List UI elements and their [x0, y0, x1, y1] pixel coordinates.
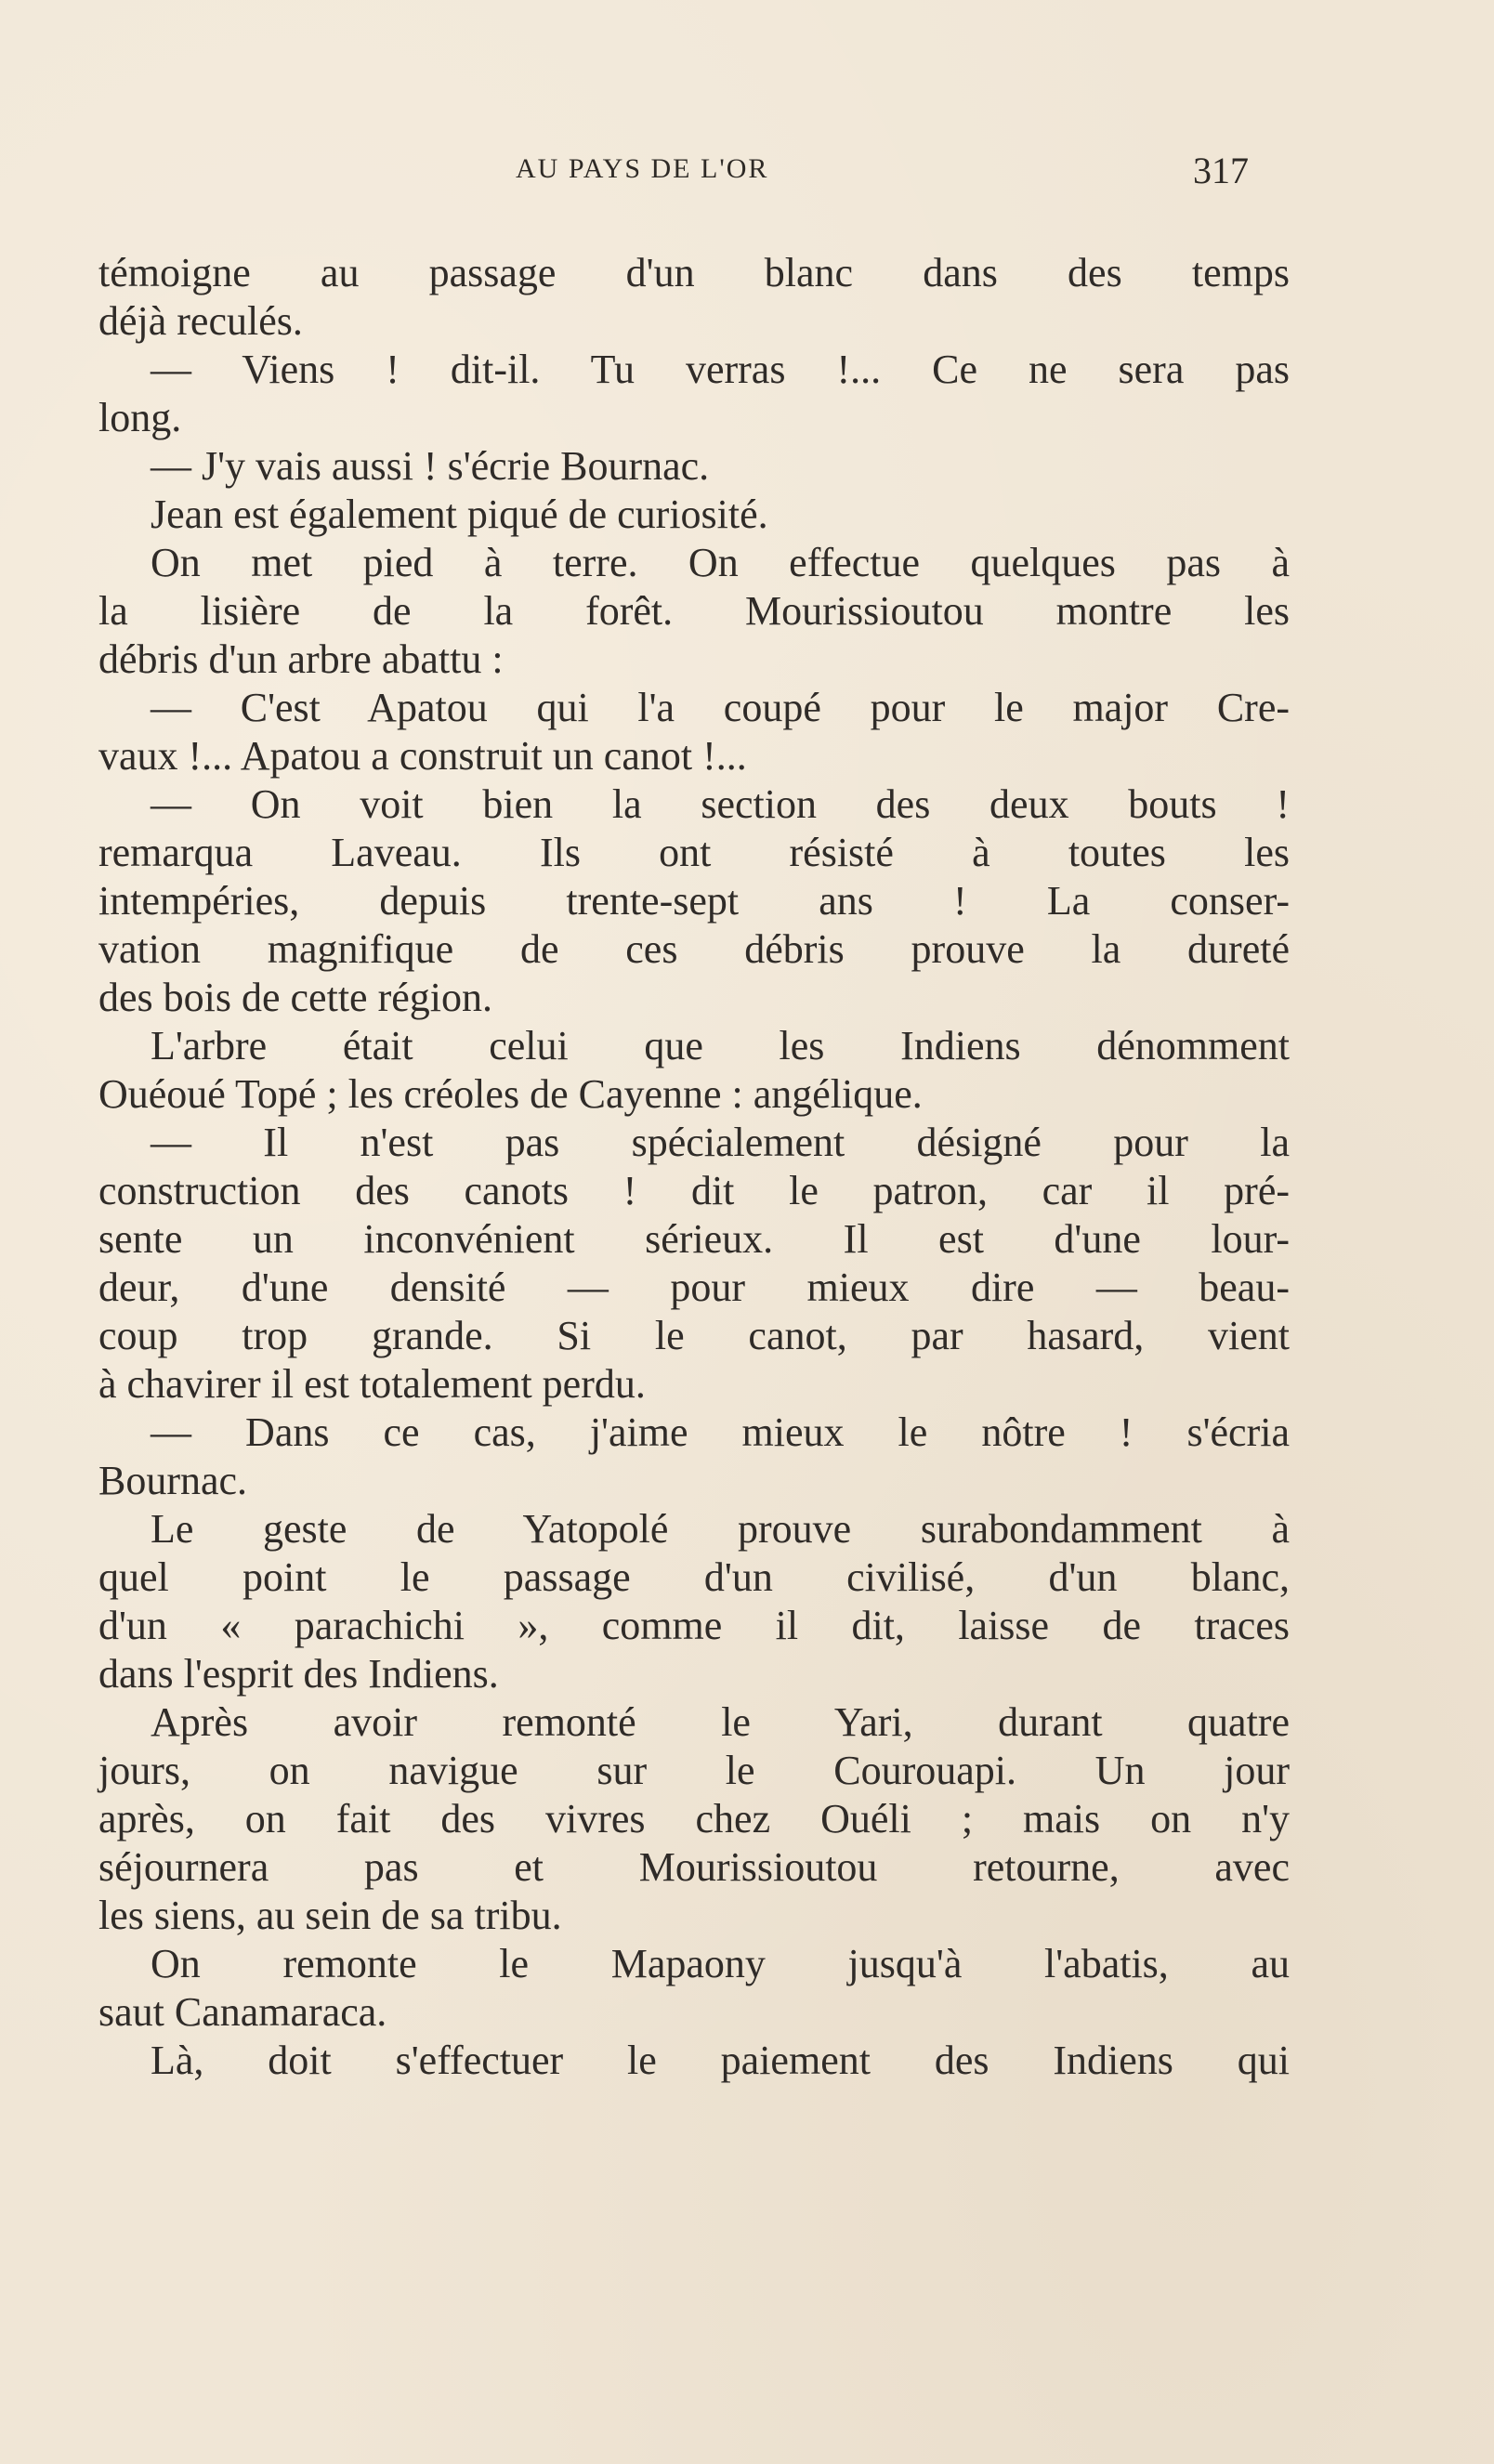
text-line: séjournera pas et Mourissioutou retourne, avec	[98, 1844, 1290, 1890]
text-line: Bournac.	[98, 1458, 248, 1503]
text-line: Après avoir remonté le Yari, durant quatre	[151, 1699, 1290, 1745]
text-line: — Dans ce cas, j'aime mieux le nôtre ! s'écria	[151, 1409, 1290, 1455]
text-line: les siens, au sein de sa tribu.	[98, 1893, 562, 1938]
text-line: après, on fait des vivres chez Ouéli ; mais on n'y	[98, 1796, 1290, 1841]
text-line: coup trop grande. Si le canot, par hasard, vient	[98, 1313, 1290, 1358]
text-line: long.	[98, 395, 182, 440]
page-number: 317	[1193, 150, 1249, 191]
text-line: On met pied à terre. On effectue quelques pas à	[151, 540, 1290, 585]
text-line: la lisière de la forêt. Mourissioutou montre les	[98, 588, 1290, 634]
text-line: — Viens ! dit-il. Tu verras !... Ce ne sera pas	[151, 347, 1290, 392]
text-line: à chavirer il est totalement perdu.	[98, 1361, 646, 1407]
text-line: quel point le passage d'un civilisé, d'un blanc,	[98, 1554, 1290, 1600]
text-line: Jean est également piqué de curiosité.	[151, 491, 768, 537]
text-line: sente un inconvénient sérieux. Il est d'une lour-	[98, 1216, 1290, 1262]
text-line: saut Canamaraca.	[98, 1989, 387, 2035]
text-line: Le geste de Yatopolé prouve surabondamment à	[151, 1506, 1290, 1552]
text-line: témoigne au passage d'un blanc dans des temps	[98, 250, 1290, 295]
text-line: L'arbre était celui que les Indiens dénomment	[151, 1023, 1290, 1068]
text-line: vation magnifique de ces débris prouve la dureté	[98, 926, 1290, 972]
text-line: On remonte le Mapaony jusqu'à l'abatis, au	[151, 1941, 1290, 1986]
text-line: remarqua Laveau. Ils ont résisté à toutes les	[98, 830, 1290, 875]
text-line: — J'y vais aussi ! s'écrie Bournac.	[151, 443, 710, 489]
text-line: intempéries, depuis trente-sept ans ! La conser-	[98, 878, 1290, 924]
text-line: des bois de cette région.	[98, 975, 492, 1020]
body-text	[98, 249, 1290, 2085]
text-line: dans l'esprit des Indiens.	[98, 1651, 499, 1697]
text-line: — Il n'est pas spécialement désigné pour la	[151, 1120, 1290, 1165]
text-line: déjà reculés.	[98, 298, 303, 344]
text-line: jours, on navigue sur le Courouapi. Un jour	[98, 1748, 1290, 1793]
text-line: d'un « parachichi », comme il dit, laisse de traces	[98, 1603, 1290, 1648]
text-line: — C'est Apatou qui l'a coupé pour le major Cre-	[151, 685, 1290, 730]
text-line: Là, doit s'effectuer le paiement des Indiens qui	[151, 2038, 1290, 2083]
text-line: vaux !... Apatou a construit un canot !...	[98, 733, 747, 779]
running-title: AU PAYS DE L'OR	[516, 153, 769, 184]
text-line: deur, d'une densité — pour mieux dire — beau-	[98, 1265, 1290, 1310]
text-line: Ouéoué Topé ; les créoles de Cayenne : angélique.	[98, 1071, 923, 1117]
text-line: construction des canots ! dit le patron, car il pré-	[98, 1168, 1290, 1213]
text-line: débris d'un arbre abattu :	[98, 636, 504, 682]
text-line: — On voit bien la section des deux bouts !	[151, 781, 1290, 827]
